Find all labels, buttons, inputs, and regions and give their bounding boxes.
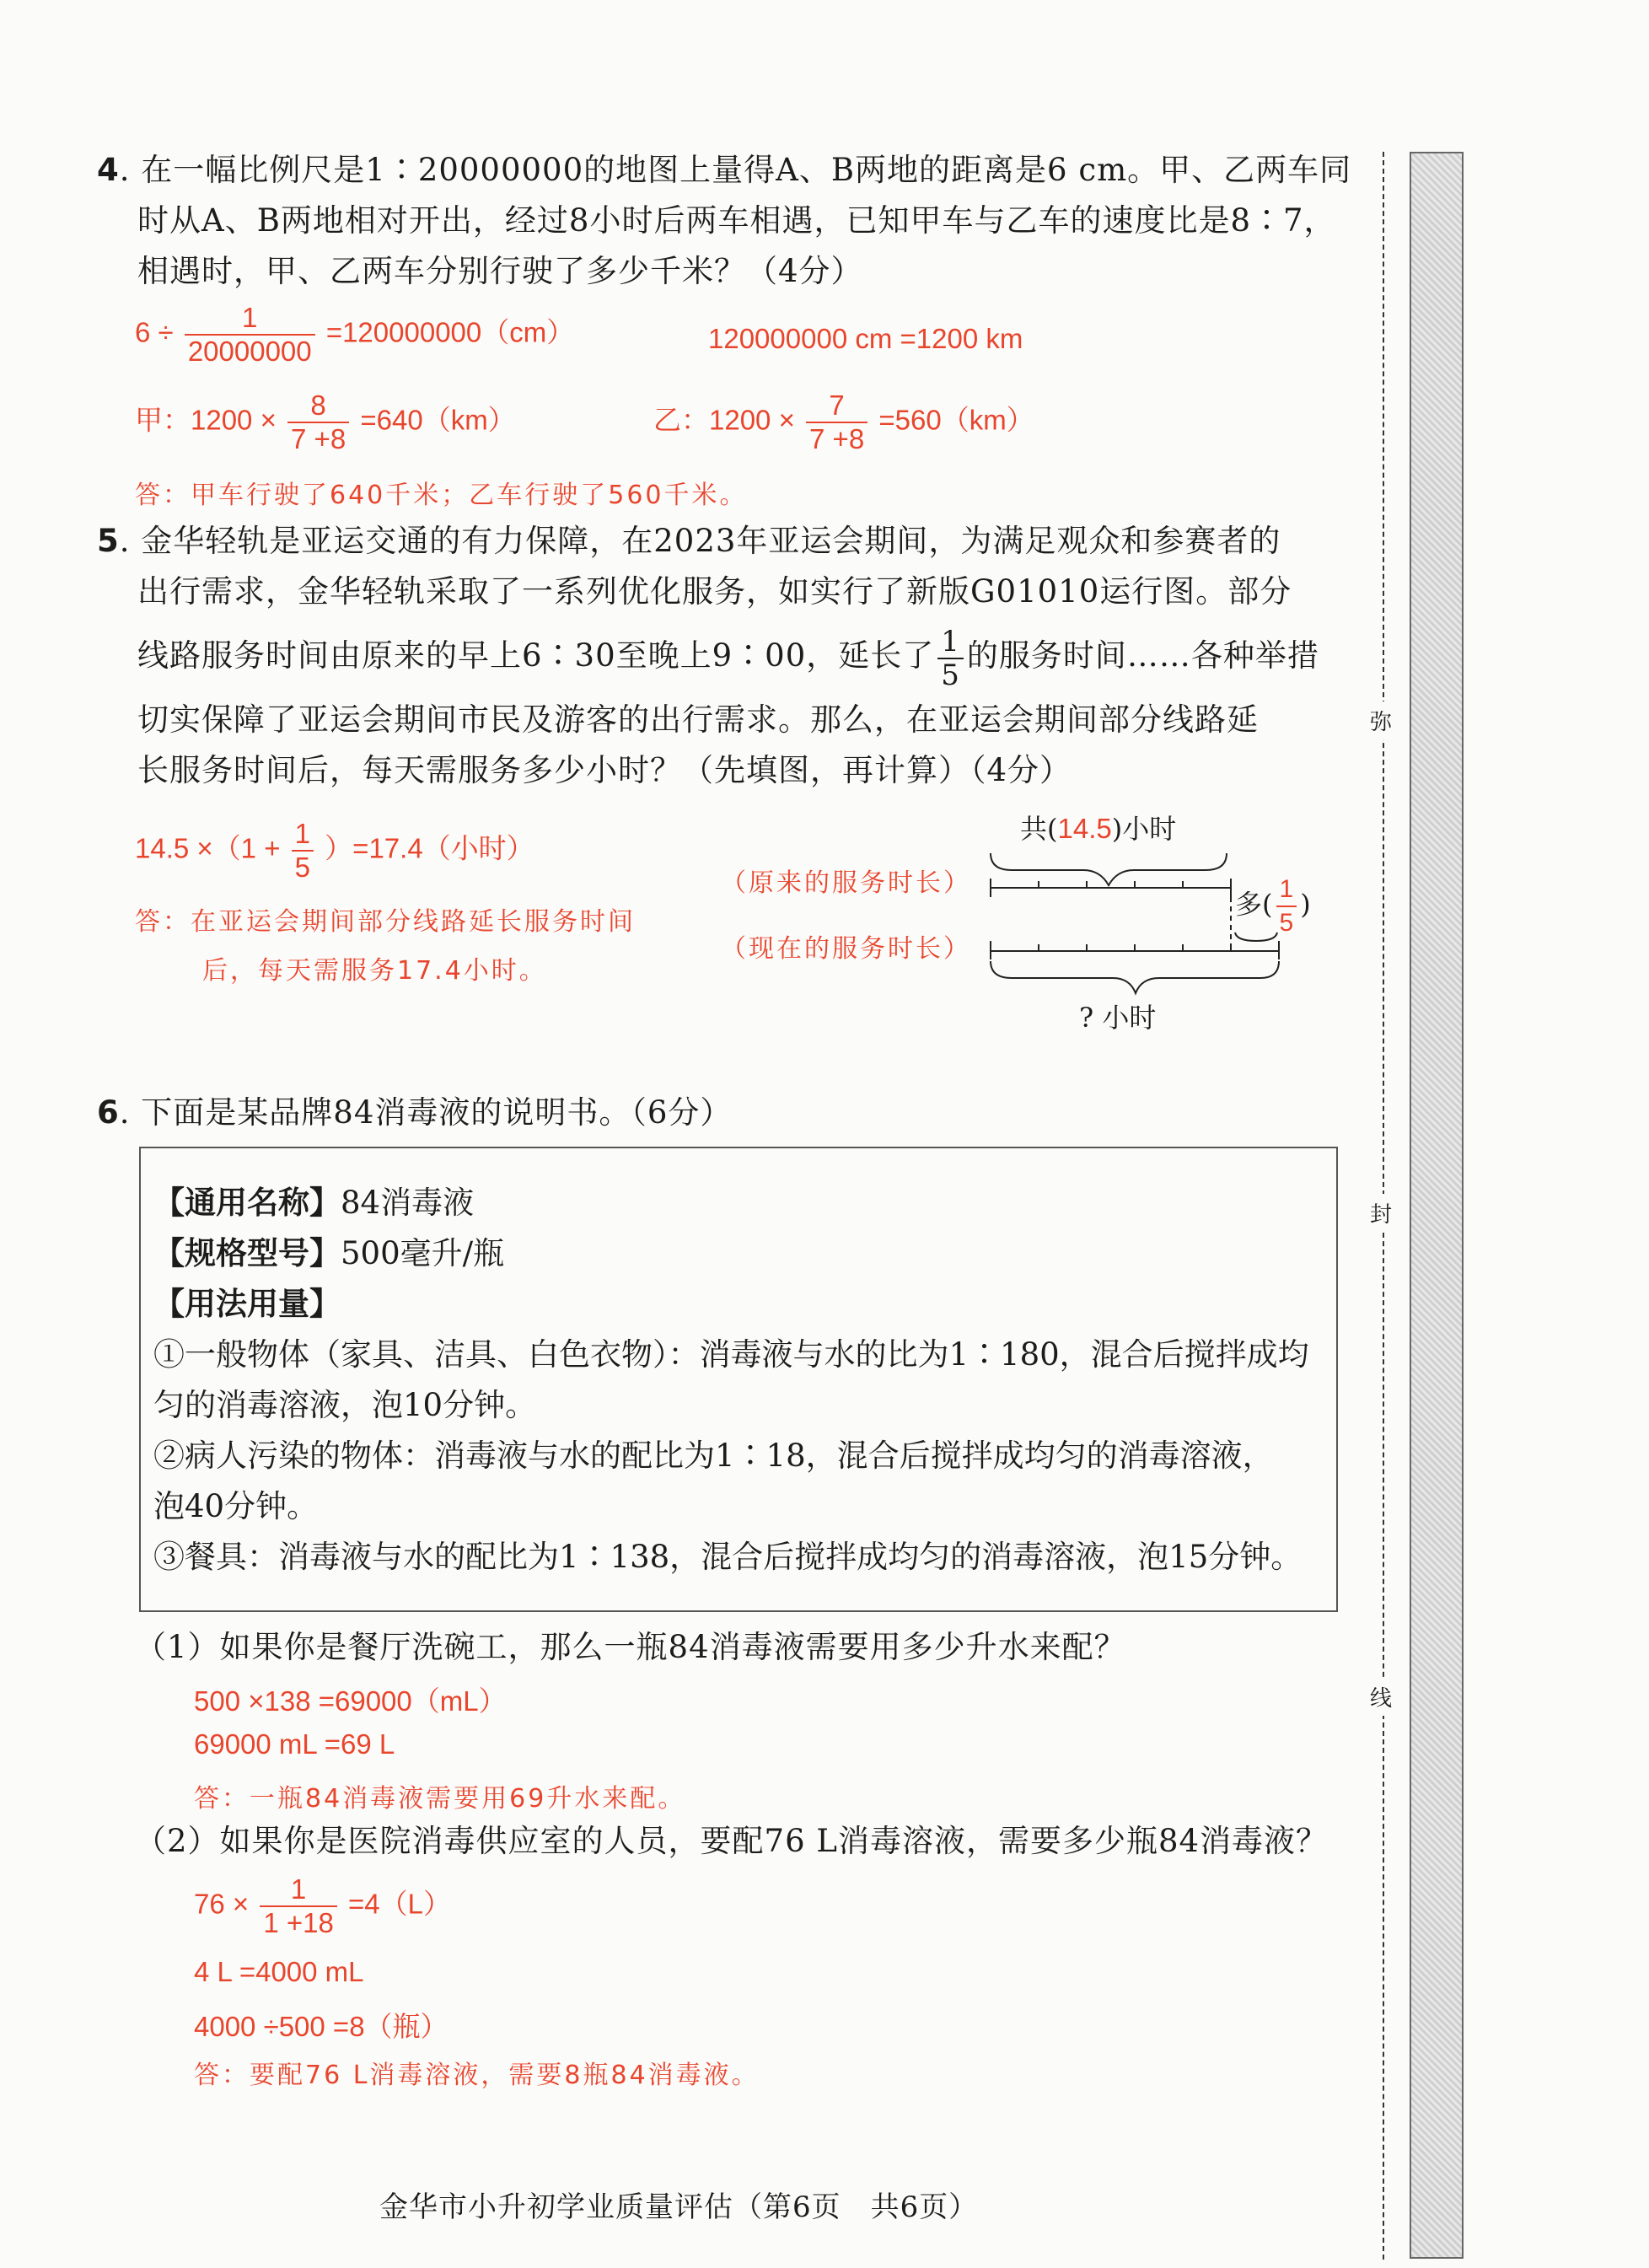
q5-calculation: 14.5 ×（1 + $\frac{1}{5}$ ）=17.4（小时）: [135, 818, 534, 883]
instruction-box: [139, 1147, 1338, 1612]
q4-answer-yi: 乙：1200 × $\frac{7}{7 +8}$ =560（km）: [653, 390, 1034, 454]
q6-sub1-step-1: 500 ×138 =69000（mL）: [194, 1685, 507, 1717]
q5-answer-line-1: 答：在亚运会期间部分线路延长服务时间: [135, 907, 636, 937]
q4-line-1: 4. 在一幅比例尺是1∶20000000的地图上量得A、B两地的距离是6 cm。甲、乙两车同: [97, 152, 1352, 188]
margin-char-xian: 线: [1370, 1678, 1392, 1716]
diagram-question-label: ? 小时: [1079, 1002, 1157, 1034]
usage-row: 【用法用量】: [153, 1286, 341, 1322]
q5-line-3: 线路服务时间由原来的早上6∶30至晚上9∶00，延长了 $\frac{1}{5}$ 的服务时间……各种举措: [137, 624, 1319, 692]
q5-line-2: 出行需求，金华轻轨采取了一系列优化服务，如实行了新版G01010运行图。部分: [137, 573, 1292, 610]
diagram-row2-label: （现在的服务时长）: [721, 934, 971, 964]
q6-sub1-answer: 答：一瓶84消毒液需要用69升水来配。: [194, 1784, 686, 1814]
q5-segment-diagram: [721, 801, 1362, 1037]
q4-final-answer: 答：甲车行驶了640千米；乙车行驶了560千米。: [135, 481, 748, 510]
q6-sub-1: （1）如果你是餐厅洗碗工，那么一瓶84消毒液需要用多少升水来配？: [135, 1629, 1126, 1665]
q5-line-1: 5. 金华轻轨是亚运交通的有力保障，在2023年亚运会期间，为满足观众和参赛者的: [97, 523, 1281, 559]
usage-2a: ②病人污染的物体：消毒液与水的配比为1∶18，混合后搅拌成均匀的消毒溶液，: [153, 1438, 1274, 1474]
page-footer: 金华市小升初学业质量评估（第6页 共6页）: [379, 2190, 979, 2224]
q5-line-5: 长服务时间后，每天需服务多少小时？（先填图，再计算）（4分）: [137, 752, 1072, 788]
q6-sub2-step-2: 4 L =4000 mL: [194, 1956, 364, 1987]
q6-sub2-step-3: 4000 ÷500 =8（瓶）: [194, 2011, 449, 2042]
diagram-row1-label: （原来的服务时长）: [721, 868, 971, 898]
q4-answer-jia: 甲：1200 × $\frac{8}{7 +8}$ =640（km）: [135, 390, 516, 454]
q5-answer-line-2: 后，每天需服务17.4小时。: [202, 956, 547, 986]
q6-sub1-step-2: 69000 mL =69 L: [194, 1728, 395, 1760]
usage-2b: 泡40分钟。: [153, 1488, 319, 1524]
q4-answer-step-1: 6 ÷ $\frac{1}{20000000}$ =120000000（cm）: [135, 302, 575, 367]
q6-sub2-answer: 答：要配76 L消毒溶液，需要8瓶84消毒液。: [194, 2061, 760, 2090]
generic-name-row: 【通用名称】84消毒液: [153, 1185, 475, 1221]
q5-line-4: 切实保障了亚运会期间市民及游客的出行需求。那么，在亚运会期间部分线路延: [137, 701, 1259, 738]
diagram-more-label: 多( $\frac{1}{5}$ ): [1235, 875, 1311, 937]
question-4: [97, 145, 1353, 297]
q4-line-3: 相遇时，甲、乙两车分别行驶了多少千米？（4分）: [137, 253, 863, 289]
usage-1b: 匀的消毒溶液，泡10分钟。: [153, 1387, 537, 1423]
question-5: [97, 516, 1353, 796]
margin-char-mi: 弥: [1370, 701, 1392, 739]
margin-char-feng: 封: [1370, 1194, 1392, 1232]
usage-3: ③餐具：消毒液与水的配比为1∶138，混合后搅拌成均匀的消毒溶液，泡15分钟。: [153, 1539, 1303, 1575]
q6-sub2-step-1: 76 × $\frac{1}{1 +18}$ =4（L）: [194, 1873, 451, 1938]
usage-1a: ①一般物体（家具、洁具、白色衣物）：消毒液与水的比为1∶180，混合后搅拌成均: [153, 1336, 1309, 1373]
q4-line-2: 时从A、B两地相对开出，经过8小时后两车相遇，已知甲车与乙车的速度比是8∶7，: [137, 202, 1336, 239]
q6-sub-2: （2）如果你是医院消毒供应室的人员，要配76 L消毒溶液，需要多少瓶84消毒液？: [135, 1823, 1329, 1859]
binding-strip: [1410, 152, 1464, 2259]
instruction-content: [153, 1178, 1329, 1583]
question-6-title: 6. 下面是某品牌84消毒液的说明书。（6分）: [97, 1094, 733, 1131]
diagram-total-label: 共(14.5)小时: [1020, 813, 1177, 845]
q4-answer-step-2: 120000000 cm =1200 km: [708, 323, 1023, 354]
spec-row: 【规格型号】500毫升/瓶: [153, 1235, 505, 1271]
